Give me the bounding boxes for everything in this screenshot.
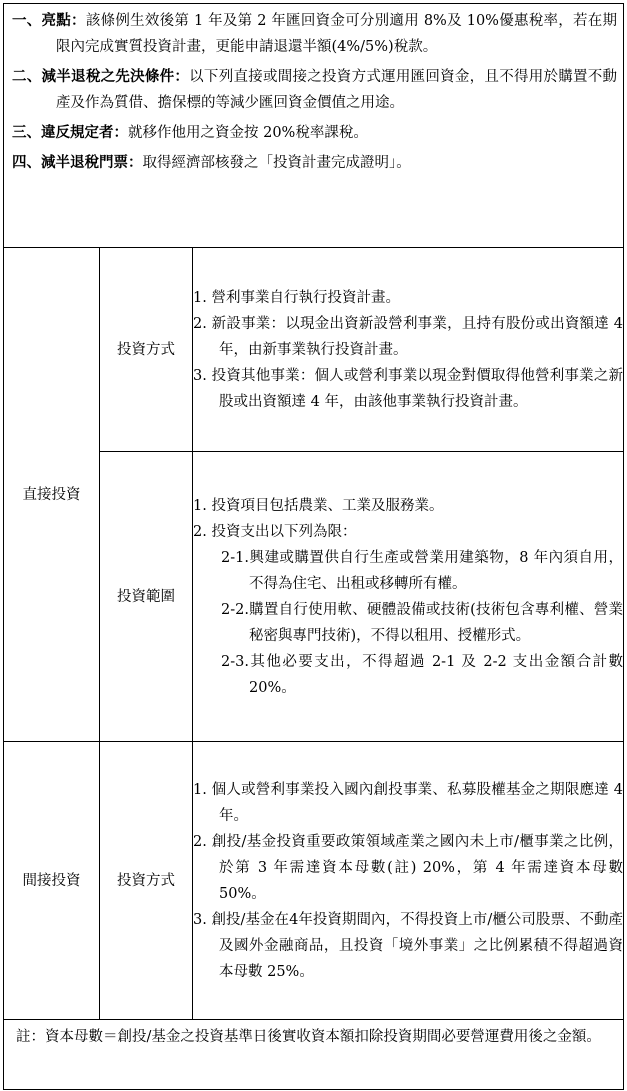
indirect-method-row <box>4 742 624 1020</box>
note-cell <box>4 1020 624 1090</box>
direct-method-list <box>193 248 624 452</box>
direct-method-item: 2. 新設事業：以現金出資新設營利事業，且持有股份或出資額達 4 年，由新事業執行投資計畫。 <box>193 315 624 358</box>
indirect-method-item: 1. 個人或營利事業投入國內創投事業、私募股權基金之期限應達 4 年。 <box>193 781 624 824</box>
footnote: 註：資本母數＝創投/基金之投資基準日後實收資本額扣除投資期間必要營運費用後之金額。 <box>16 1029 601 1045</box>
intro-item-highlight <box>12 8 617 60</box>
direct-scope-list <box>193 452 624 742</box>
investment-rules-document <box>3 3 623 1089</box>
scope-item: 2. 投資支出以下列為限： <box>193 523 357 540</box>
indirect-method-list <box>193 742 624 1020</box>
investment-rules-table <box>3 3 624 1090</box>
indirect-method-item: 3. 創投/基金在4年投資期間內，不得投資上市/櫃公司股票、不動產及國外金融商品，且投資「境外事業」之比例累積不得超過資本母數 25%。 <box>193 911 624 980</box>
indirect-method-item: 2. 創投/基金投資重要政策領域產業之國內未上市/櫃事業之比例，於第 3 年需達資本母數(註) 20%，第 4 年需達資本母數 50%。 <box>193 833 624 902</box>
intro-item-precondition <box>12 64 617 116</box>
indirect-investment-label: 間接投資 <box>4 742 100 1020</box>
scope-item: 1. 投資項目包括農業、工業及服務業。 <box>193 497 444 514</box>
intro-label: 二、減半退稅之先決條件： <box>12 68 190 85</box>
intro-text: 就移作他用之資金按 20%稅率課稅。 <box>128 125 368 141</box>
note-row <box>4 1020 624 1090</box>
intro-label: 三、違反規定者： <box>12 124 128 141</box>
scope-sub-item: 2-2.購置自行使用軟、硬體設備或技術(技術包含專利權、營業秘密與專門技術)，不得以租用、授權形式。 <box>221 601 624 644</box>
intro-text: 以下列直接或間接之投資方式運用匯回資金，且不得用於購置不動產及作為質借、擔保標的等減少匯回資金價值之用途。 <box>56 69 618 111</box>
intro-text: 取得經濟部核發之「投資計畫完成證明」。 <box>142 155 411 171</box>
intro-row <box>4 4 624 248</box>
direct-method-row <box>4 248 624 452</box>
direct-scope-label: 投資範圍 <box>100 452 193 742</box>
direct-method-label: 投資方式 <box>100 248 193 452</box>
intro-label: 四、減半退稅門票： <box>12 154 143 171</box>
intro-label: 一、亮點： <box>12 12 86 29</box>
direct-method-item: 3. 投資其他事業：個人或營利事業以現金對價取得他營利事業之新股或出資額達 4 年，由該他事業執行投資計畫。 <box>193 367 624 410</box>
scope-sub-item: 2-3.其他必要支出，不得超過 2-1 及 2-2 支出金額合計數 20%。 <box>221 653 624 696</box>
direct-investment-label: 直接投資 <box>4 248 100 742</box>
indirect-method-label: 投資方式 <box>100 742 193 1020</box>
intro-item-violation <box>12 120 617 146</box>
intro-cell <box>4 4 624 248</box>
scope-sub-item: 2-1.興建或購置供自行生產或營業用建築物，8 年內須自用，不得為住宅、出租或移轉所有權。 <box>221 549 624 592</box>
intro-text: 該條例生效後第 1 年及第 2 年匯回資金可分別適用 8%及 10%優惠稅率，若在期限內完成實質投資計畫，更能申請退還半額(4%/5%)稅款。 <box>56 13 618 55</box>
intro-item-ticket <box>12 150 617 176</box>
direct-method-item: 1. 營利事業自行執行投資計畫。 <box>193 289 400 306</box>
